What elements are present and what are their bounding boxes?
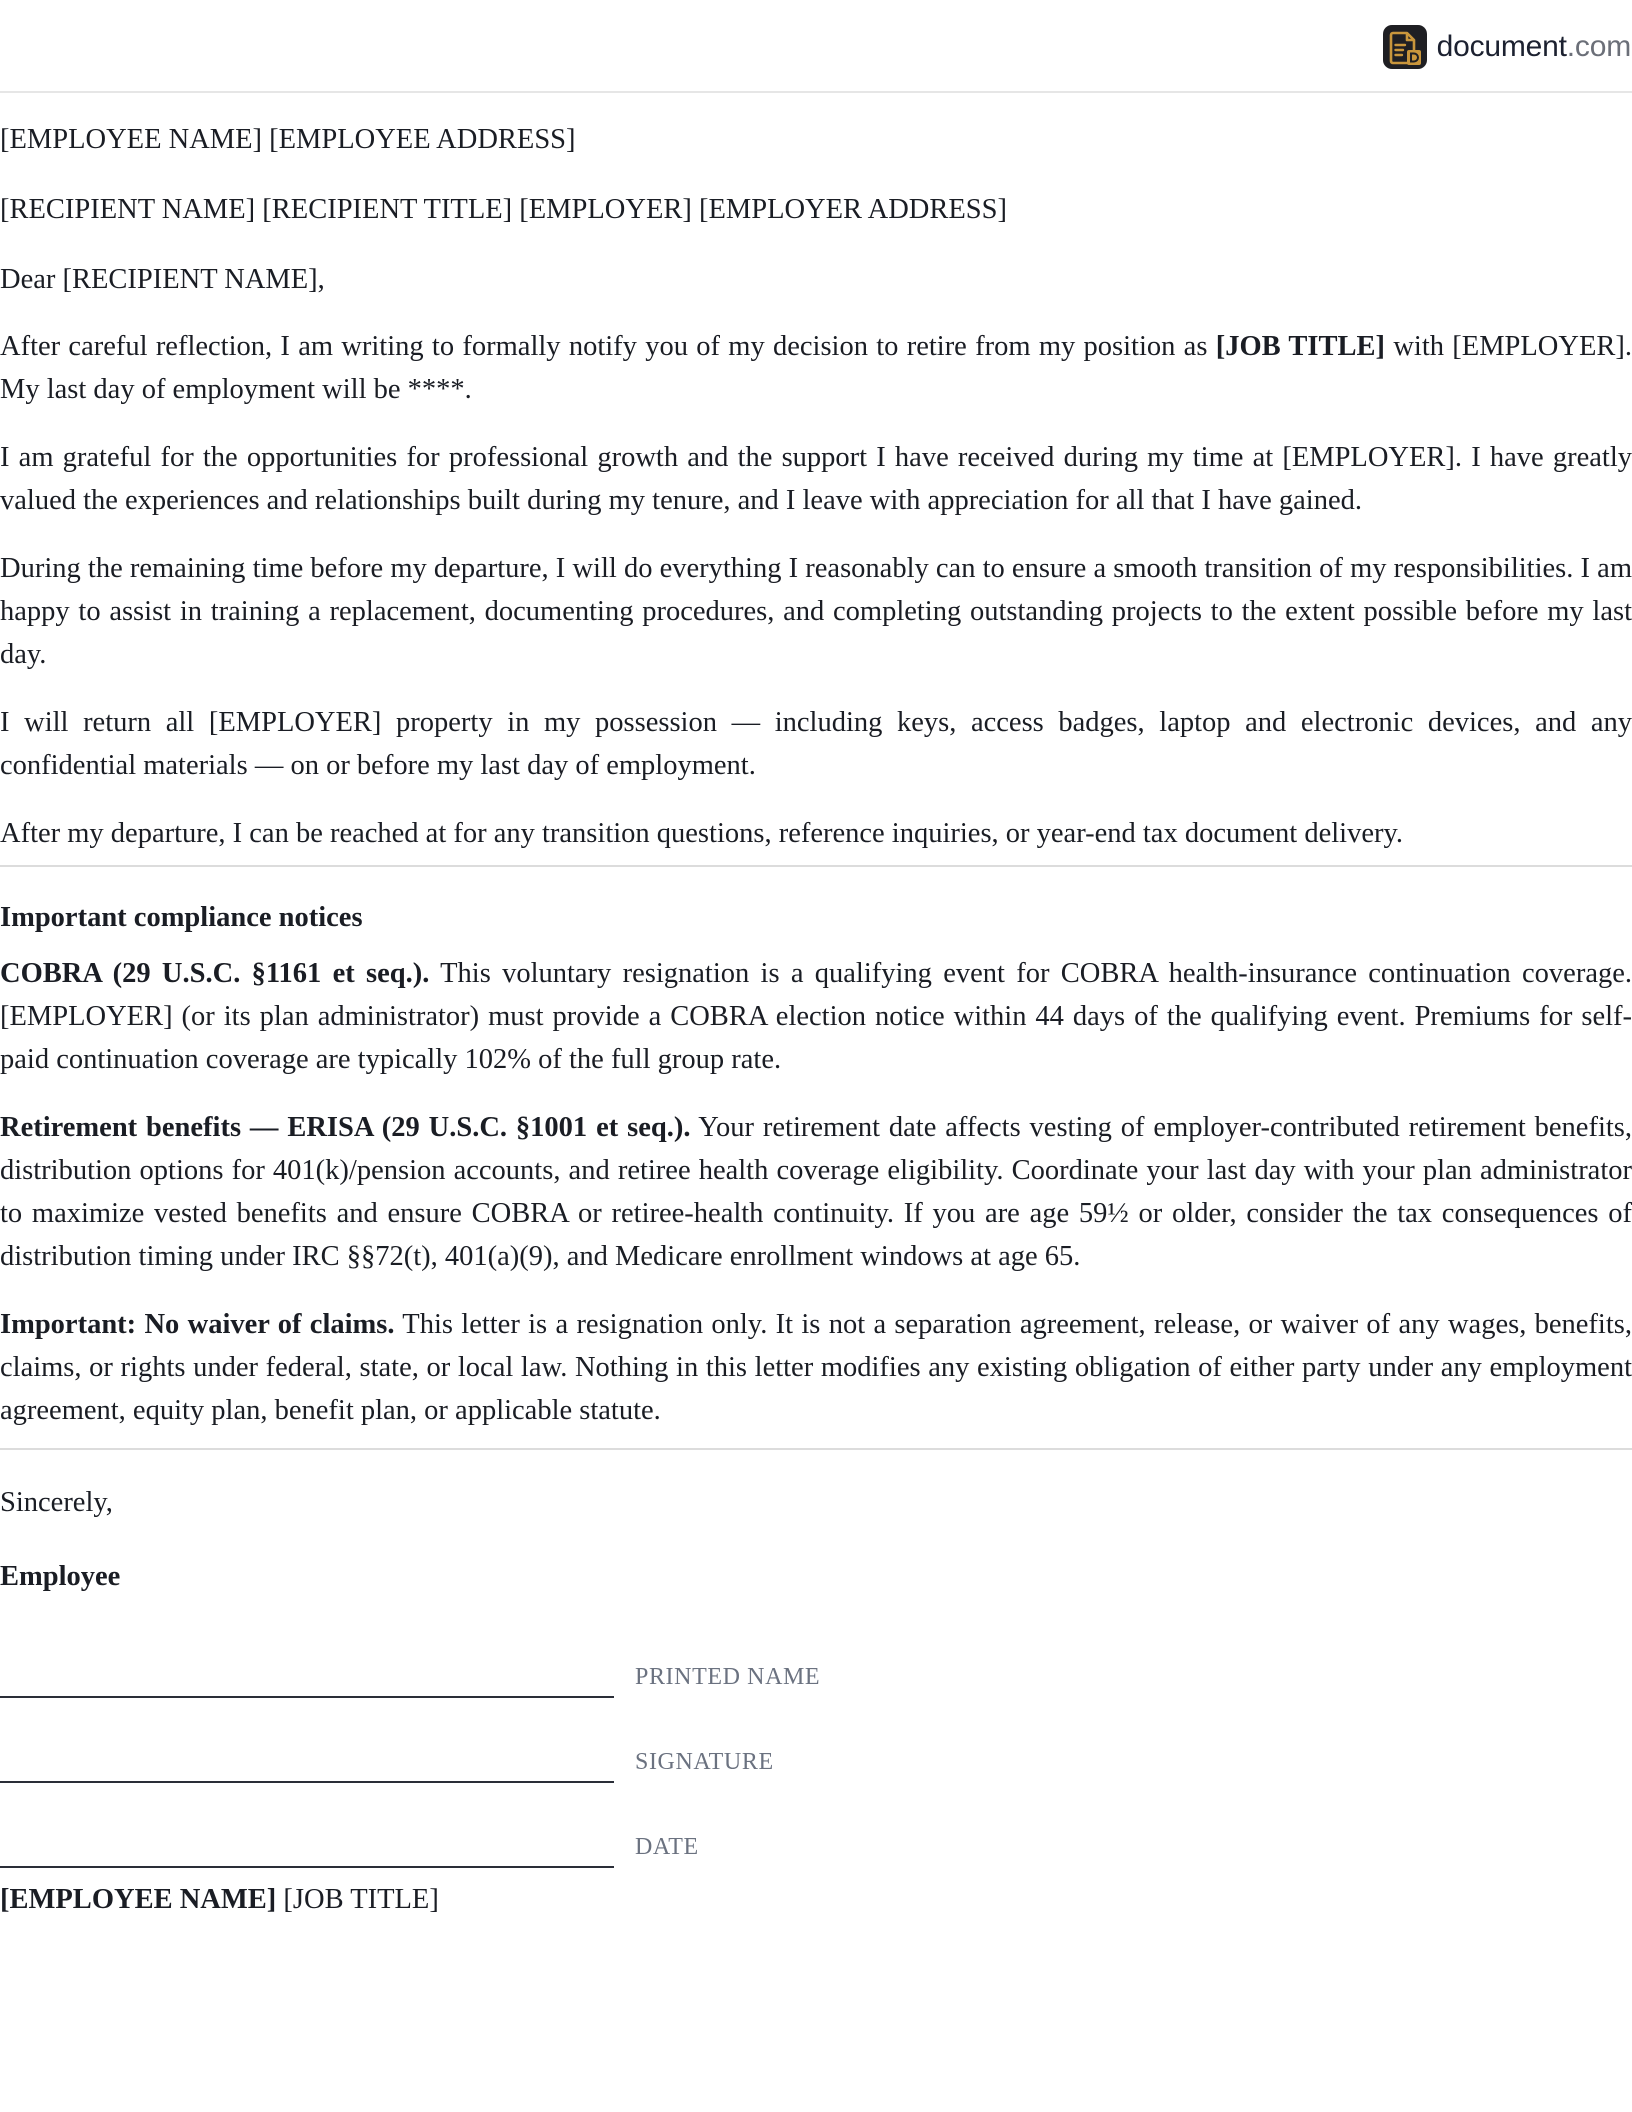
notice-cobra-heading: COBRA (29 U.S.C. §1161 et seq.). [0, 958, 430, 989]
notice-erisa-text: Your retirement date affects vesting of employer-contributed retirement benefits, distribution options for 401(k)/pension accounts, and retiree health coverage eligibility. Coordinate your last day with your plan administrator to maximize vested benefits and ensure COBRA or retiree-health continuity. If you are age 59½ or older, consider the tax consequences of distribution timing under IRC §§72(t), 401(a)(9), and Medicare enrollment windows at age 65. [0, 1112, 1632, 1272]
letter-document [0, 118, 1632, 1921]
notice-waiver-text: This letter is a resignation only. It is not a separation agreement, release, or waiver of any wages, benefits, claims, or rights under federal, state, or local law. Nothing in this letter modifies any existing obligation of either party under any employment agreement, equity plan, benefit plan, or applicable statute. [0, 1309, 1632, 1426]
job-title-placeholder: [JOB TITLE] [1215, 331, 1386, 362]
paragraph-notification-part-a: After careful reflection, I am writing to formally notify you of my decision to retire from my position as [0, 331, 1216, 362]
notices-title: Important compliance notices [0, 902, 363, 933]
page-header [0, 0, 1632, 93]
brand-name [1437, 25, 1631, 69]
printed-name-label: PRINTED NAME [635, 1664, 821, 1690]
paragraph-transition: During the remaining time before my departure, I will do everything I reasonably can to ensure a smooth transition of my responsibilities. I am happy to assist in training a replacement, documenting procedures, and completing outstanding projects to the extent possible before my last day. [0, 553, 1632, 670]
paragraph-property-return: I will return all [EMPLOYER] property in my possession — including keys, access badges, laptop and electronic devices, and any confidential materials — on or before my last day of employment. [0, 707, 1632, 781]
paragraph-gratitude: I am grateful for the opportunities for professional growth and the support I have received during my time at [EMPLOYER]. I have greatly valued the experiences and relationships built during my tenure, and I leave with appreciation for all that I have gained. [0, 442, 1632, 516]
notice-waiver [0, 1303, 1632, 1432]
sender-line: [EMPLOYEE NAME] [EMPLOYEE ADDRESS] [0, 124, 576, 155]
notice-waiver-heading: Important: No waiver of claims. [0, 1309, 395, 1340]
closing-divider [0, 1448, 1632, 1450]
notice-erisa [0, 1106, 1632, 1278]
paragraph-contact: After my departure, I can be reached at for any transition questions, reference inquiries, or year-end tax document delivery. [0, 818, 1403, 849]
salutation: Dear [RECIPIENT NAME], [0, 264, 325, 295]
signature-label: SIGNATURE [635, 1749, 774, 1775]
paragraph-notification [0, 325, 1632, 411]
brand[interactable] [1383, 25, 1631, 69]
closing-sincerely: Sincerely, [0, 1487, 113, 1518]
paragraph-notification-part-b: with [EMPLOYER]. My last day of employment will be ****. [0, 331, 1632, 405]
employee-name-placeholder: [EMPLOYEE NAME] [0, 1884, 277, 1915]
notice-cobra-text: This voluntary resignation is a qualifying event for COBRA health-insurance continuation coverage. [EMPLOYER] (or its plan administrator) must provide a COBRA election notice within 44 days of the qualifying event. Premiums for self-paid continuation coverage are typically 102% of the full group rate. [0, 958, 1632, 1075]
notice-cobra [0, 952, 1632, 1081]
date-line[interactable] [0, 1866, 614, 1868]
document-logo-icon [1383, 25, 1427, 69]
employee-label: Employee [0, 1561, 121, 1592]
date-field[interactable] [0, 1783, 1632, 1868]
notice-erisa-heading: Retirement benefits — ERISA (29 U.S.C. §1001 et seq.). [0, 1112, 691, 1143]
brand-name-suffix: .com [1566, 30, 1631, 63]
brand-name-main: document [1436, 30, 1567, 63]
date-label: DATE [635, 1834, 699, 1860]
section-divider [0, 865, 1632, 867]
employee-job-title-placeholder: [JOB TITLE] [276, 1884, 439, 1915]
printed-name-field[interactable] [0, 1622, 1632, 1698]
recipient-line: [RECIPIENT NAME] [RECIPIENT TITLE] [EMPLOYER] [EMPLOYER ADDRESS] [0, 194, 1007, 225]
signature-field[interactable] [0, 1698, 1632, 1783]
employee-name-title [0, 1878, 1632, 1921]
